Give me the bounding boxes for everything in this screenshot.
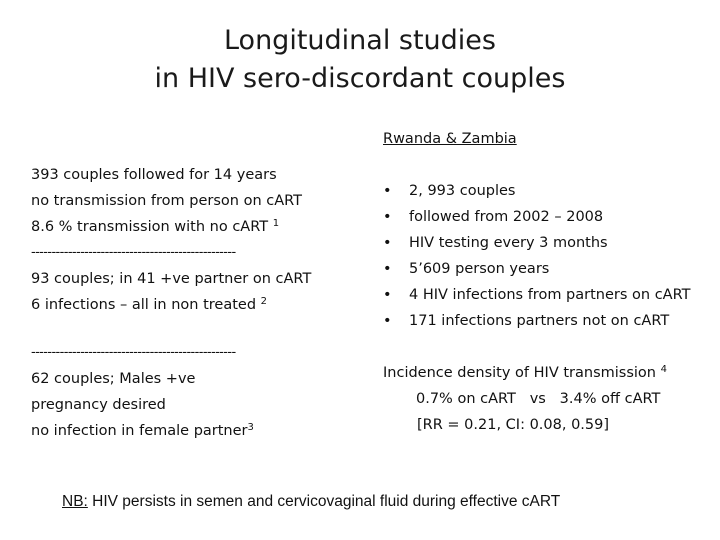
- reference-4: 4: [660, 364, 667, 375]
- study-bullet-list: [383, 178, 713, 334]
- study-3-line-3-text: no infection in female partner: [31, 423, 248, 439]
- footnote-label: NB:: [62, 493, 88, 510]
- study-region-heading: Rwanda & Zambia: [383, 131, 517, 147]
- bullet-text: 171 infections partners not on cART: [409, 313, 670, 329]
- incidence-line-1-text: Incidence density of HIV transmission: [383, 365, 656, 381]
- incidence-line-3: [RR = 0.21, CI: 0.08, 0.59]: [417, 417, 610, 433]
- reference-3: 3: [247, 422, 254, 433]
- bullet-icon: •: [383, 183, 392, 199]
- separator-2: --------------------------------------------------: [31, 345, 236, 360]
- study-2-line-2-text: 6 infections – all in non treated: [31, 297, 257, 313]
- bullet-item: [383, 308, 713, 334]
- study-2-line-2: [31, 292, 331, 318]
- title-line-2: in HIV sero-discordant couples: [154, 63, 566, 94]
- bullet-text: 4 HIV infections from partners on cART: [409, 287, 691, 303]
- bullet-item: [383, 256, 713, 282]
- title-line-1: Longitudinal studies: [223, 25, 496, 56]
- study-1-line-2: no transmission from person on cART: [31, 193, 303, 209]
- separator-1: --------------------------------------------------: [31, 245, 236, 260]
- bullet-text: 2, 993 couples: [409, 183, 516, 199]
- reference-2: 2: [260, 296, 268, 307]
- study-1-line-3-text: 8.6 % transmission with no cART: [31, 219, 269, 235]
- study-3-line-1: 62 couples; Males +ve: [31, 371, 196, 387]
- study-3-block: [31, 366, 331, 444]
- study-3-line-3: [31, 418, 331, 444]
- bullet-text: HIV testing every 3 months: [409, 235, 608, 251]
- bullet-item: [383, 230, 713, 256]
- study-2-line-1: 93 couples; in 41 +ve partner on cART: [31, 271, 312, 287]
- bullet-text: followed from 2002 – 2008: [409, 209, 604, 225]
- bullet-icon: •: [383, 287, 392, 303]
- study-1-line-3: [31, 214, 331, 240]
- right-column: [383, 126, 713, 438]
- reference-1: 1: [272, 218, 280, 229]
- bullet-icon: •: [383, 261, 392, 277]
- footnote-text: HIV persists in semen and cervicovaginal fluid during effective cART: [87, 493, 561, 510]
- footnote: [62, 493, 560, 511]
- bullet-icon: •: [383, 209, 392, 225]
- incidence-line-1: [383, 360, 713, 386]
- study-2-block: [31, 266, 331, 318]
- incidence-block: [383, 360, 713, 438]
- bullet-icon: •: [383, 235, 392, 251]
- left-column: [31, 162, 331, 444]
- bullet-icon: •: [383, 313, 392, 329]
- incidence-line-2: 0.7% on cART vs 3.4% off cART: [416, 391, 661, 407]
- slide-title: [0, 22, 720, 98]
- study-3-line-2: pregnancy desired: [31, 397, 166, 413]
- bullet-text: 5’609 person years: [409, 261, 550, 277]
- bullet-item: [383, 204, 713, 230]
- study-1-block: [31, 162, 331, 240]
- study-1-line-1: 393 couples followed for 14 years: [31, 167, 277, 183]
- bullet-item: [383, 178, 713, 204]
- bullet-item: [383, 282, 713, 308]
